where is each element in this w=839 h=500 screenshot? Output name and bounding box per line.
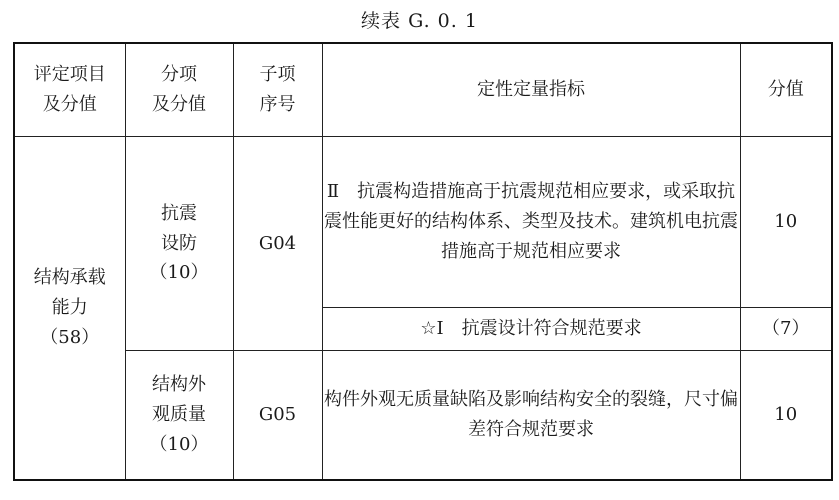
sub-item-cell-seismic	[125, 137, 233, 351]
sub-item-seismic-score: （10）	[149, 262, 209, 284]
indicator-g04-level-2: Ⅱ 抗震构造措施高于抗震规范相应要求，或采取抗震性能更好的结构体系、类型及技术。建筑机电抗震措施高于规范相应要求	[322, 137, 740, 308]
score-g04-level-1: （7）	[740, 308, 832, 351]
sub-item-appearance-line1: 结构外	[152, 374, 206, 396]
sub-item-appearance-score: （10）	[149, 433, 209, 455]
header-sub-code-line1: 子项	[259, 64, 296, 86]
evaluation-item-cell	[14, 137, 125, 481]
header-sub-code-line2: 序号	[259, 94, 296, 115]
header-evaluation-item-line2: 及分值	[42, 94, 97, 115]
score-g05: 10	[740, 351, 832, 481]
table-row-g04	[14, 137, 832, 308]
header-sub-item-line2: 及分值	[152, 94, 206, 115]
header-sub-item-line1: 分项	[161, 64, 197, 86]
table-row-g05	[14, 351, 832, 481]
header-sub-item	[125, 43, 233, 137]
header-sub-code	[233, 43, 322, 137]
score-g04-level-2: 10	[740, 137, 832, 308]
sub-item-appearance-line2: 观质量	[152, 404, 206, 426]
sub-item-cell-appearance	[125, 351, 233, 481]
evaluation-item-score: （58）	[40, 326, 100, 348]
header-evaluation-item-line1: 评定项目	[33, 64, 106, 86]
header-indicator: 定性定量指标	[322, 43, 740, 137]
header-evaluation-item	[14, 43, 125, 137]
sub-code-g04: G04	[233, 137, 322, 351]
header-score: 分值	[740, 43, 832, 137]
sub-item-seismic-line2: 设防	[161, 232, 197, 254]
table-header-row	[14, 43, 832, 137]
evaluation-table	[13, 42, 833, 481]
evaluation-item-line1: 结构承载	[33, 267, 106, 289]
sub-item-seismic-line1: 抗震	[161, 202, 197, 224]
sub-code-g05: G05	[233, 351, 322, 481]
indicator-g04-level-1: ☆Ⅰ 抗震设计符合规范要求	[322, 308, 740, 351]
evaluation-item-line2: 能力	[51, 297, 88, 319]
table-caption: 续表 G. 0. 1	[361, 10, 478, 32]
indicator-g05: 构件外观无质量缺陷及影响结构安全的裂缝，尺寸偏差符合规范要求	[322, 351, 740, 481]
